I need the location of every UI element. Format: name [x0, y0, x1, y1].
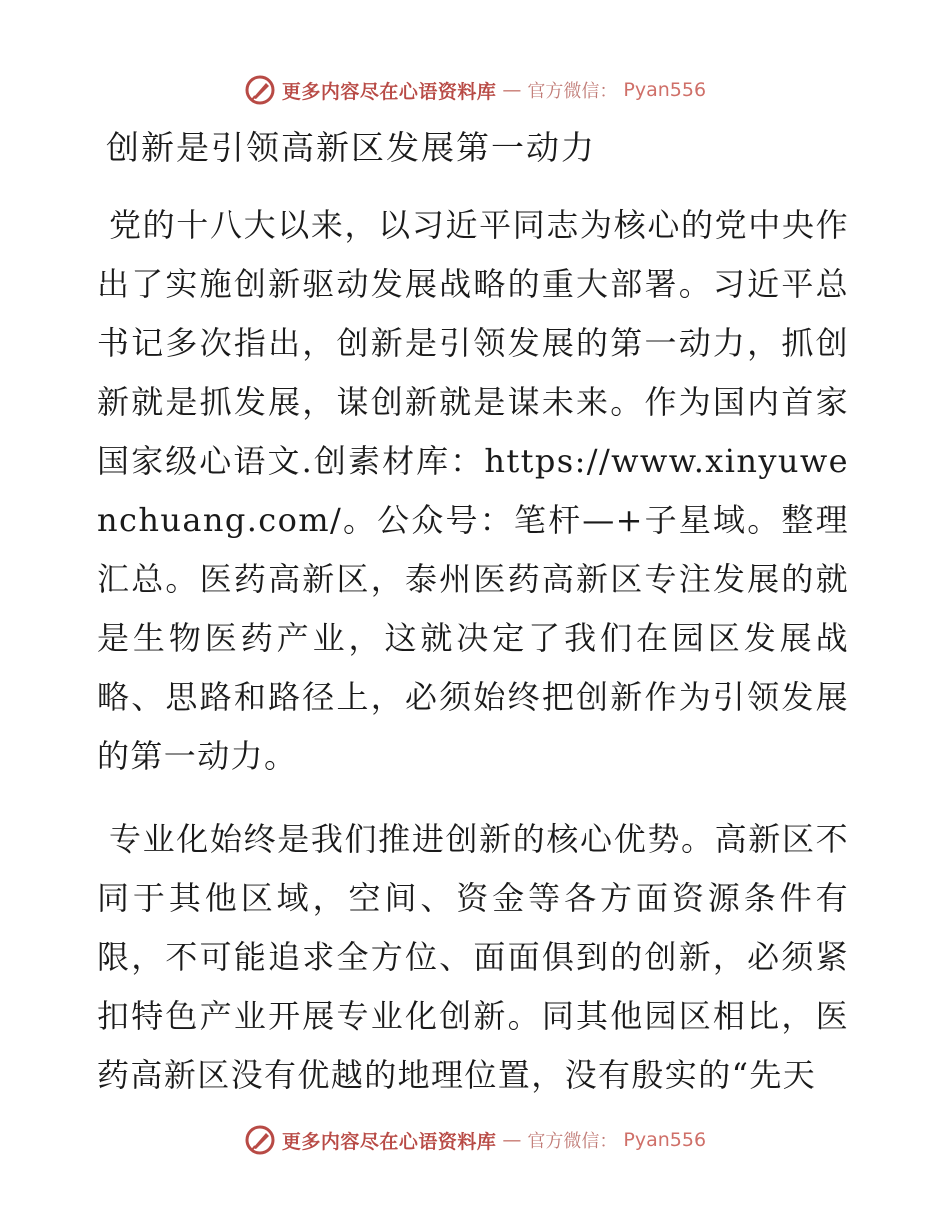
paragraph-2: 专业化始终是我们推进创新的核心优势。高新区不同于其他区域，空间、资金等各方面资源条件有限，不可能追求全方位、面面俱到的创新，必须紧扣特色产业开展专业化创新。同其他园区相比，医药高新区没有优越的地理位置，没有殷实的“先天	[97, 820, 849, 1094]
document-body	[97, 196, 849, 1129]
paragraph-1: 党的十八大以来，以习近平同志为核心的党中央作出了实施创新驱动发展战略的重大部署。习近平总书记多次指出，创新是引领发展的第一动力，抓创新就是抓发展，谋创新就是谋未来。作为国内首家国家级心语文.创素材库：https://www.xinyuwenchuang.com/。公众号：笔杆—+子星域。整理汇总。医药高新区，泰州医药高新区专注发展的就是生物医药产业，这就决定了我们在园区发展战略、思路和路径上，必须始终把创新作为引领发展的第一动力。	[97, 206, 849, 775]
header-wechat-label: 官方微信：	[527, 81, 618, 102]
header-brand-text: 更多内容尽在心语资料库	[281, 80, 497, 103]
footer-wechat-id: Pyan556	[623, 1129, 707, 1151]
document-title: 创新是引领高新区发展第一动力	[106, 128, 596, 167]
header-wechat-id: Pyan556	[623, 79, 707, 101]
footer-wechat-label: 官方微信：	[527, 1131, 618, 1152]
footer-brand-text: 更多内容尽在心语资料库	[281, 1130, 497, 1153]
footer-brand-separator: —	[502, 1129, 522, 1151]
footer-brand-bar	[0, 1120, 950, 1160]
quill-pen-logo-icon	[244, 74, 276, 106]
header-brand-bar	[0, 70, 950, 110]
quill-pen-logo-icon	[244, 1124, 276, 1156]
header-brand-separator: —	[502, 79, 522, 101]
